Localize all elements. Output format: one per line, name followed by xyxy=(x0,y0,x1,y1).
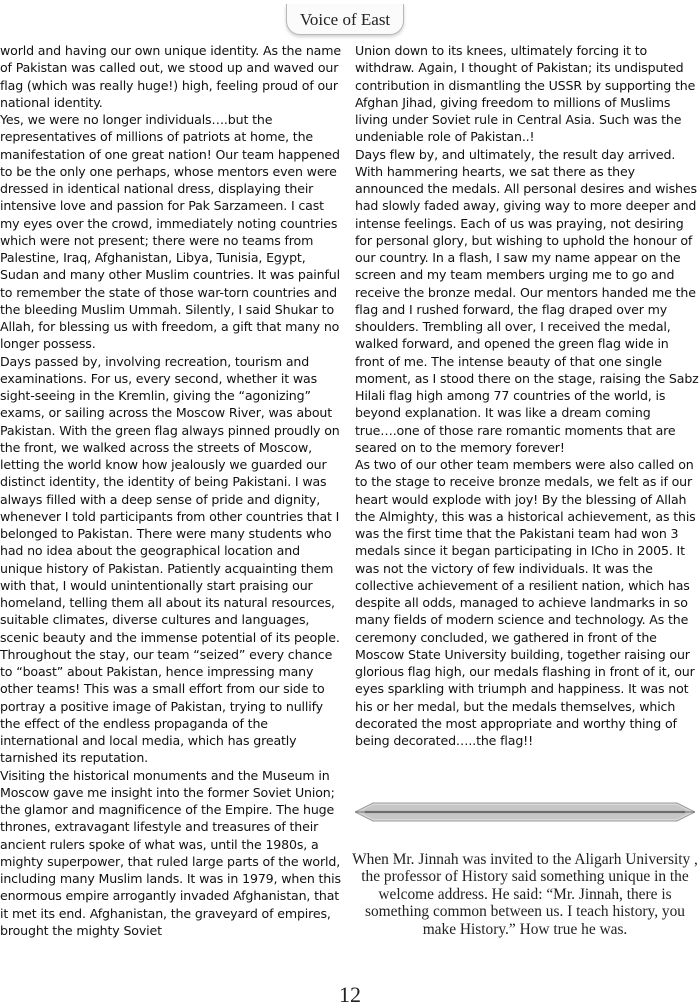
magazine-title: Voice of East xyxy=(299,10,391,29)
left-paragraph-4: Visiting the historical monuments and the Museum in Moscow gave me insight into the former Soviet Union; the glamor and magnificence of the Empire. The huge thrones, extravagant lifestyle and treasures of their ancient rulers spoke of what was, until the 1980s, a mighty superpower, that ruled large parts of the world, including many Muslim lands. It was in 1979, when this enormous empire arrogantly invaded Afghanistan, that it met its end. Afghanistan, the graveyard of empires, brought the mighty Soviet xyxy=(0,767,341,938)
left-paragraph-3: Days passed by, involving recreation, tourism and examinations. For us, every second, whether it was sight-seeing in the Kremlin, giving the “agonizing” exams, or sailing across the Moscow River, was about Pakistan. With the green flag always pinned proudly on the front, we walked across the streets of Moscow, letting the world know how jealously we guarded our distinct identity, the identity of being Pakistani. I was always filled with a deep sense of pride and dignity, whenever I told participants from other countries that I belonged to Pakistan. There were many students who had no idea about the geographical location and unique history of Pakistan. Patiently acquainting them with that, I would unintentionally start praising our homeland, telling them all about its natural resources, suitable climates, diverse cultures and languages, scenic beauty and the immense potential of its people. Throughout the stay, our team “seized” every chance to “boast” about Pakistan, hence impressing many other teams! This was a small effort from our side to portray a positive image of Pakistan, trying to nullify the effect of the endless propaganda of the international and local media, which has greatly tarnished its reputation. xyxy=(0,353,340,766)
jinnah-quote: When Mr. Jinnah was invited to the Aligarh University , the professor of History said something unique in the welcome address. He said: “Mr. Jinnah, there is something common between us. I teach history, you make History.” How true he was. xyxy=(352,851,698,938)
left-paragraph-2: Yes, we were no longer individuals….but the representatives of millions of patriots at home, the manifestation of one great nation! Our team happened to be the only one perhaps, whose mentors even were dressed in identical national dress, displaying their intensive love and passion for Pak Sarzameen. I cast my eyes over the crowd, immediately noting countries which were not present; there were no teams from Palestine, Iraq, Afghanistan, Libya, Tunisia, Egypt, Sudan and many other Muslim countries. It was painful to remember the state of those war-torn countries and the bleeding Muslim Ummah. Silently, I said Shukar to Allah, for blessing us with freedom, a gift that many no longer possess. xyxy=(0,112,340,352)
right-paragraph-3: As two of our other team members were also called on to the stage to receive bronze medals, we felt as if our heart would explode with joy! By the blessing of Allah the Almighty, this was a historical achievement, as this was the first time that the Pakistani team had won 3 medals since it began participating in ICho in 2005. It was not the victory of few individuals. It was the collective achievement of a resilient nation, which has despite all odds, managed to achieve landmarks in so many fields of modern science and technology. As the ceremony concluded, we gathered in front of the Moscow State University building, together raising our glorious flag high, our medals flashing in front of it, our eyes sparkling with triumph and happiness. It was not his or her medal, but the medals themselves, which decorated the most appropriate and worthy thing of being decorated…..the flag!! xyxy=(355,457,696,748)
right-paragraph-1: Union down to its knees, ultimately forcing it to withdraw. Again, I thought of Pakistan; its undisputed contribution in dismantling the USSR by supporting the Afghan Jihad, giving freedom to millions of Muslims living under Soviet rule in Central Asia. Such was the undeniable role of Pakistan..! xyxy=(355,43,696,145)
decorative-divider xyxy=(355,800,695,824)
page-number: 12 xyxy=(339,982,361,1006)
right-column xyxy=(355,42,699,749)
left-paragraph-1: world and having our own unique identity. As the name of Pakistan was called out, we stood up and waved our flag (which was really huge!) high, feeling proud of our national identity. xyxy=(0,43,341,110)
right-paragraph-2: Days flew by, and ultimately, the result day arrived. With hammering hearts, we sat there as they announced the medals. All personal desires and wishes had slowly faded away, giving way to more deeper and intense feelings. Each of us was praying, not desiring for personal glory, but wishing to uphold the honour of our country. In a flash, I saw my name appear on the screen and my team members urging me to go and receive the bronze medal. Our mentors handed me the flag and I rushed forward, the flag draped over my shoulders. Trembling all over, I received the medal, walked forward, and opened the green flag wide in front of me. The intense beauty of that one single moment, as I stood there on the stage, raising the Sabz Hilali flag high among 77 countries of the world, is beyond explanation. It was like a dream coming true….one of those rare romantic moments that are seared on to the memory forever! xyxy=(355,146,699,455)
left-column xyxy=(0,42,345,939)
header-tab xyxy=(286,4,404,35)
